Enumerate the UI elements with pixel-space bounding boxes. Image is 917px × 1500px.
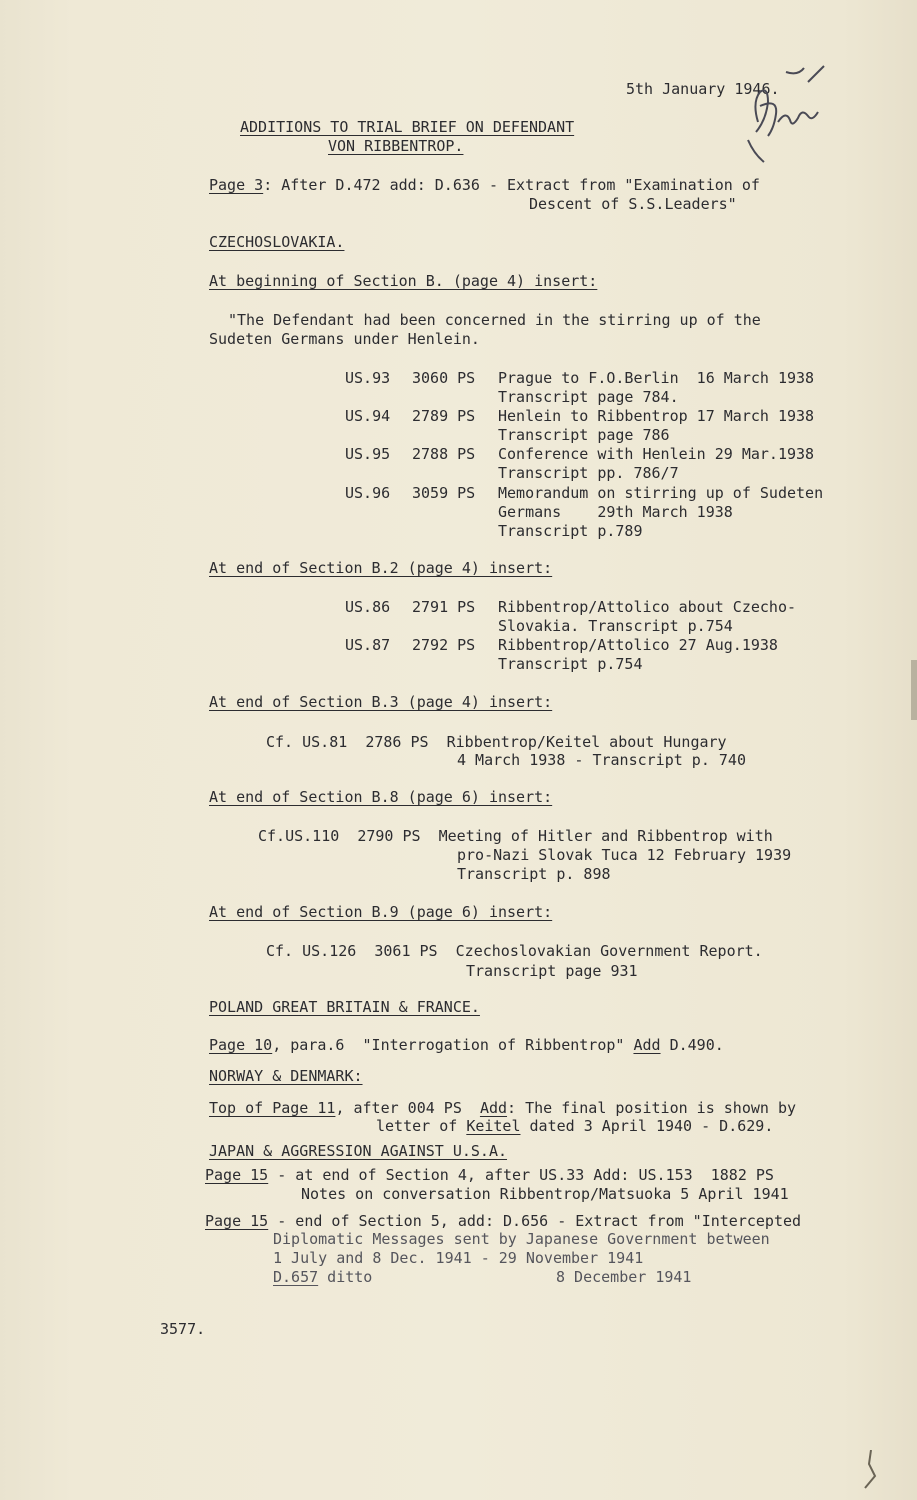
document-number: 2788 PS (412, 445, 476, 463)
document-number: 2792 PS (412, 636, 476, 654)
section-heading-japan: JAPAN & AGGRESSION AGAINST U.S.A. (209, 1142, 508, 1160)
exhibit-description: Ribbentrop/Attolico 27 Aug.1938 (498, 636, 778, 654)
page10-add: Add (633, 1036, 661, 1054)
exhibit-description: Henlein to Ribbentrop 17 March 1938 (498, 407, 815, 425)
page15b-text: - end of Section 5, add: D.656 - Extract from "Intercepted (268, 1212, 802, 1230)
page15a-ref: Page 15 (205, 1166, 269, 1184)
exhibit-number: US.96 (345, 484, 391, 502)
page11-entry (209, 1099, 796, 1118)
section-heading-czechoslovakia: CZECHOSLOVAKIA. (209, 233, 345, 251)
page-number: 3577. (160, 1320, 206, 1338)
page10-text: , para.6 "Interrogation of Ribbentrop" (272, 1036, 634, 1054)
document-title-line2: VON RIBBENTROP. (328, 137, 464, 155)
exhibit-description: Conference with Henlein 29 Mar.1938 (498, 445, 815, 463)
section-b8-transcript: Transcript p. 898 (457, 865, 611, 883)
document-number: 3060 PS (412, 369, 476, 387)
page3-text-cont: Descent of S.S.Leaders" (529, 195, 737, 213)
page15-entry-a (205, 1166, 774, 1185)
page15-entry-b-cont: Diplomatic Messages sent by Japanese Government between (273, 1230, 770, 1248)
page15-entry-b-cont2: 1 July and 8 Dec. 1941 - 29 November 1941 (273, 1249, 644, 1267)
exhibit-number: US.95 (345, 445, 391, 463)
page3-text: : After D.472 add: D.636 - Extract from "Examination of (263, 176, 760, 194)
page11-cont-a: letter of (376, 1117, 467, 1135)
section-b-heading: At beginning of Section B. (page 4) insert: (209, 272, 598, 290)
page11-text-end: : The final position is shown by (507, 1099, 797, 1117)
document-number: 2789 PS (412, 407, 476, 425)
section-b8-entry: Cf.US.110 2790 PS Meeting of Hitler and Ribbentrop with (258, 827, 773, 845)
section-b3-entry: Cf. US.81 2786 PS Ribbentrop/Keitel about Hungary (266, 733, 727, 751)
page11-cont-b: dated 3 April 1940 - D.629. (520, 1117, 774, 1135)
page10-text-end: D.490. (660, 1036, 724, 1054)
page15b-ref: Page 15 (205, 1212, 269, 1230)
section-b3-entry-cont: 4 March 1938 - Transcript p. 740 (457, 751, 746, 769)
document-title-line1: ADDITIONS TO TRIAL BRIEF ON DEFENDANT (240, 118, 575, 136)
page11-keitel: Keitel (466, 1117, 521, 1135)
transcript-ref: Transcript p.754 (498, 655, 643, 673)
section-heading-norway: NORWAY & DENMARK: (209, 1067, 363, 1085)
page11-ref: Top of Page 11 (209, 1099, 336, 1117)
quote-line2: Sudeten Germans under Henlein. (209, 330, 480, 348)
page11-entry-cont (376, 1117, 773, 1136)
exhibit-description: Prague to F.O.Berlin 16 March 1938 (498, 369, 815, 387)
page10-entry (209, 1036, 724, 1055)
page11-text: , after 004 PS (335, 1099, 480, 1117)
page11-add: Add (479, 1099, 508, 1117)
section-b9-entry: Cf. US.126 3061 PS Czechoslovakian Government Report. (266, 942, 763, 960)
page15-entry-b (205, 1212, 801, 1231)
section-b3-heading: At end of Section B.3 (page 4) insert: (209, 693, 553, 711)
exhibit-description-cont: Germans 29th March 1938 (498, 503, 733, 521)
section-b9-transcript: Transcript page 931 (466, 962, 638, 980)
page10-ref: Page 10 (209, 1036, 273, 1054)
quote-line1: "The Defendant had been concerned in the stirring up of the (228, 311, 761, 329)
transcript-ref: Transcript p.789 (498, 522, 643, 540)
exhibit-number: US.94 (345, 407, 391, 425)
d657-date: 8 December 1941 (556, 1268, 692, 1286)
exhibit-number: US.87 (345, 636, 391, 654)
transcript-ref: Transcript pp. 786/7 (498, 464, 679, 482)
exhibit-description: Ribbentrop/Attolico about Czecho- (498, 598, 797, 616)
page15a-text: - at end of Section 4, after US.33 Add: US.153 1882 PS (268, 1166, 774, 1184)
document-number: 3059 PS (412, 484, 476, 502)
section-b8-heading: At end of Section B.8 (page 6) insert: (209, 788, 553, 806)
handwritten-initials (738, 62, 838, 172)
section-b9-heading: At end of Section B.9 (page 6) insert: (209, 903, 553, 921)
document-date: 5th January 1946. (626, 80, 780, 98)
exhibit-number: US.86 (345, 598, 391, 616)
exhibit-description: Memorandum on stirring up of Sudeten (498, 484, 824, 502)
section-b8-entry-cont: pro-Nazi Slovak Tuca 12 February 1939 (457, 846, 792, 864)
page-edge-mark (911, 660, 917, 720)
section-b2-heading: At end of Section B.2 (page 4) insert: (209, 559, 553, 577)
page15-entry-b-cont3 (273, 1268, 372, 1287)
d657-ref: D.657 (273, 1268, 319, 1286)
section-heading-poland: POLAND GREAT BRITAIN & FRANCE. (209, 998, 480, 1016)
page3-ref: Page 3 (209, 176, 264, 194)
transcript-ref: Transcript page 784. (498, 388, 679, 406)
transcript-ref: Slovakia. Transcript p.754 (498, 617, 733, 635)
page3-entry (209, 176, 760, 195)
page15-entry-a-cont: Notes on conversation Ribbentrop/Matsuoka 5 April 1941 (301, 1185, 789, 1203)
document-number: 2791 PS (412, 598, 476, 616)
transcript-ref: Transcript page 786 (498, 426, 670, 444)
d657-ditto: ditto (318, 1268, 373, 1286)
exhibit-number: US.93 (345, 369, 391, 387)
torn-corner-mark (847, 1450, 877, 1490)
